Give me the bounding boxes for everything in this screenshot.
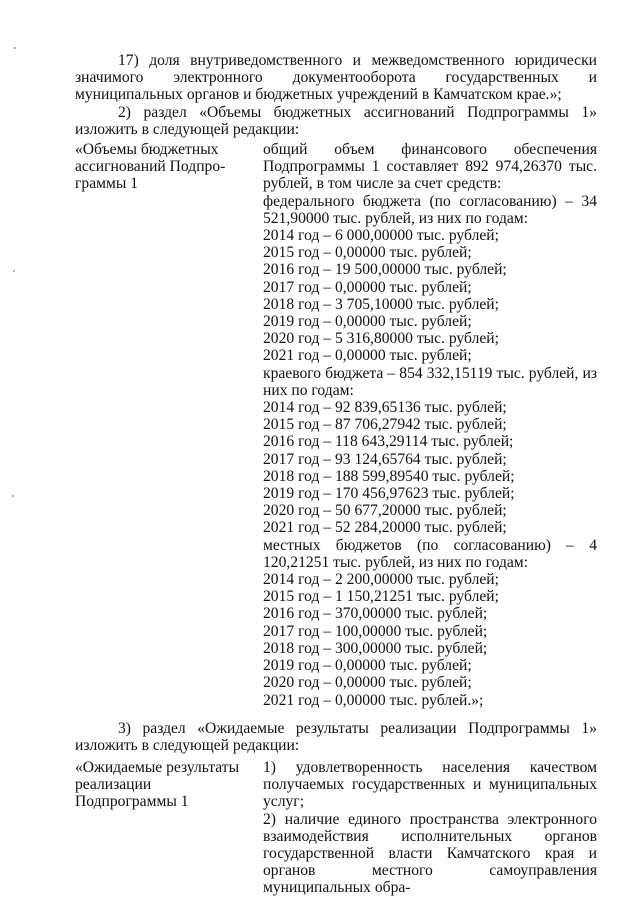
budget-total-text: общий объем финансового обеспечения Подпрограммы 1 составляет 892 974,26370 тыс. рублей, в том числе за счет средств:: [263, 141, 597, 193]
local-year-line: 2016 год – 370,00000 тыс. рублей;: [263, 605, 488, 623]
local-year-line: 2018 год – 300,00000 тыс. рублей;: [263, 639, 488, 657]
regional-year-line: 2020 год – 50 677,20000 тыс. рублей;: [263, 502, 507, 520]
local-year-line: 2021 год – 0,00000 тыс. рублей.»;: [263, 691, 484, 709]
paragraph-item-2: 2) раздел «Объемы бюджетных ассигнований Подпрограммы 1» изложить в следующей редакции:: [75, 104, 597, 139]
regional-year-line: 2018 год – 188 599,89540 тыс. рублей;: [263, 467, 515, 485]
expected-results-content: [263, 759, 597, 897]
paragraph-item-3: 3) раздел «Ожидаемые результаты реализации Подпрограммы 1» изложить в следующей редакции:: [75, 720, 597, 755]
federal-budget-header: федерального бюджета (по согласованию) – 34 521,90000 тыс. рублей, из них по годам:: [263, 192, 597, 227]
local-year-line: 2019 год – 0,00000 тыс. рублей;: [263, 657, 472, 675]
budget-allocations-content: [263, 141, 597, 709]
regional-year-line: 2016 год – 118 643,29114 тыс. рублей;: [263, 433, 514, 451]
budget-allocations-label: «Объемы бюджетных ассигнований Подпро- граммы 1: [75, 141, 226, 193]
federal-year-line: 2014 год – 6 000,00000 тыс. рублей;: [263, 227, 499, 245]
expected-result-item: 1) удовлетворенность населения качеством получаемых государственных и муниципальных услуг;: [263, 759, 597, 811]
local-year-line: 2020 год – 0,00000 тыс. рублей;: [263, 674, 472, 692]
scan-speck: [12, 495, 14, 497]
local-year-line: 2015 год – 1 150,21251 тыс. рублей;: [263, 588, 499, 606]
federal-year-line: 2021 год – 0,00000 тыс. рублей;: [263, 347, 472, 365]
regional-year-line: 2021 год – 52 284,20000 тыс. рублей;: [263, 519, 507, 537]
federal-year-line: 2019 год – 0,00000 тыс. рублей;: [263, 313, 472, 331]
local-year-line: 2017 год – 100,00000 тыс. рублей;: [263, 622, 488, 640]
expected-results-label: «Ожидаемые результаты реализации Подпрограммы 1: [75, 759, 240, 811]
expected-result-item: 2) наличие единого пространства электронного взаимодействия исполнительных органов государственной власти Камчатского края и органов местного самоуправления муниципальных обра-: [263, 810, 597, 897]
federal-year-line: 2018 год – 3 705,10000 тыс. рублей;: [263, 295, 499, 313]
regional-year-line: 2019 год – 170 456,97623 тыс. рублей;: [263, 485, 515, 503]
federal-year-line: 2016 год – 19 500,00000 тыс. рублей;: [263, 261, 507, 279]
regional-budget-header: краевого бюджета – 854 332,15119 тыс. рублей, из них по годам:: [263, 364, 597, 399]
regional-year-line: 2017 год – 93 124,65764 тыс. рублей;: [263, 450, 507, 468]
scan-speck: [14, 47, 16, 49]
federal-year-line: 2017 год – 0,00000 тыс. рублей;: [263, 278, 472, 296]
paragraph-item-17: 17) доля внутриведомственного и межведомственного юридически значимого электронного документооборота государственных и муниципальных органов и бюджетных учреждений в Камчатском крае.»;: [75, 52, 597, 104]
local-budget-header: местных бюджетов (по согласованию) – 4 120,21251 тыс. рублей, из них по годам:: [263, 536, 597, 571]
federal-year-line: 2015 год – 0,00000 тыс. рублей;: [263, 244, 472, 262]
federal-year-line: 2020 год – 5 316,80000 тыс. рублей;: [263, 330, 499, 348]
scan-speck: [13, 270, 15, 272]
local-year-line: 2014 год – 2 200,00000 тыс. рублей;: [263, 571, 499, 589]
regional-year-line: 2015 год – 87 706,27942 тыс. рублей;: [263, 416, 507, 434]
regional-year-line: 2014 год – 92 839,65136 тыс. рублей;: [263, 399, 507, 417]
